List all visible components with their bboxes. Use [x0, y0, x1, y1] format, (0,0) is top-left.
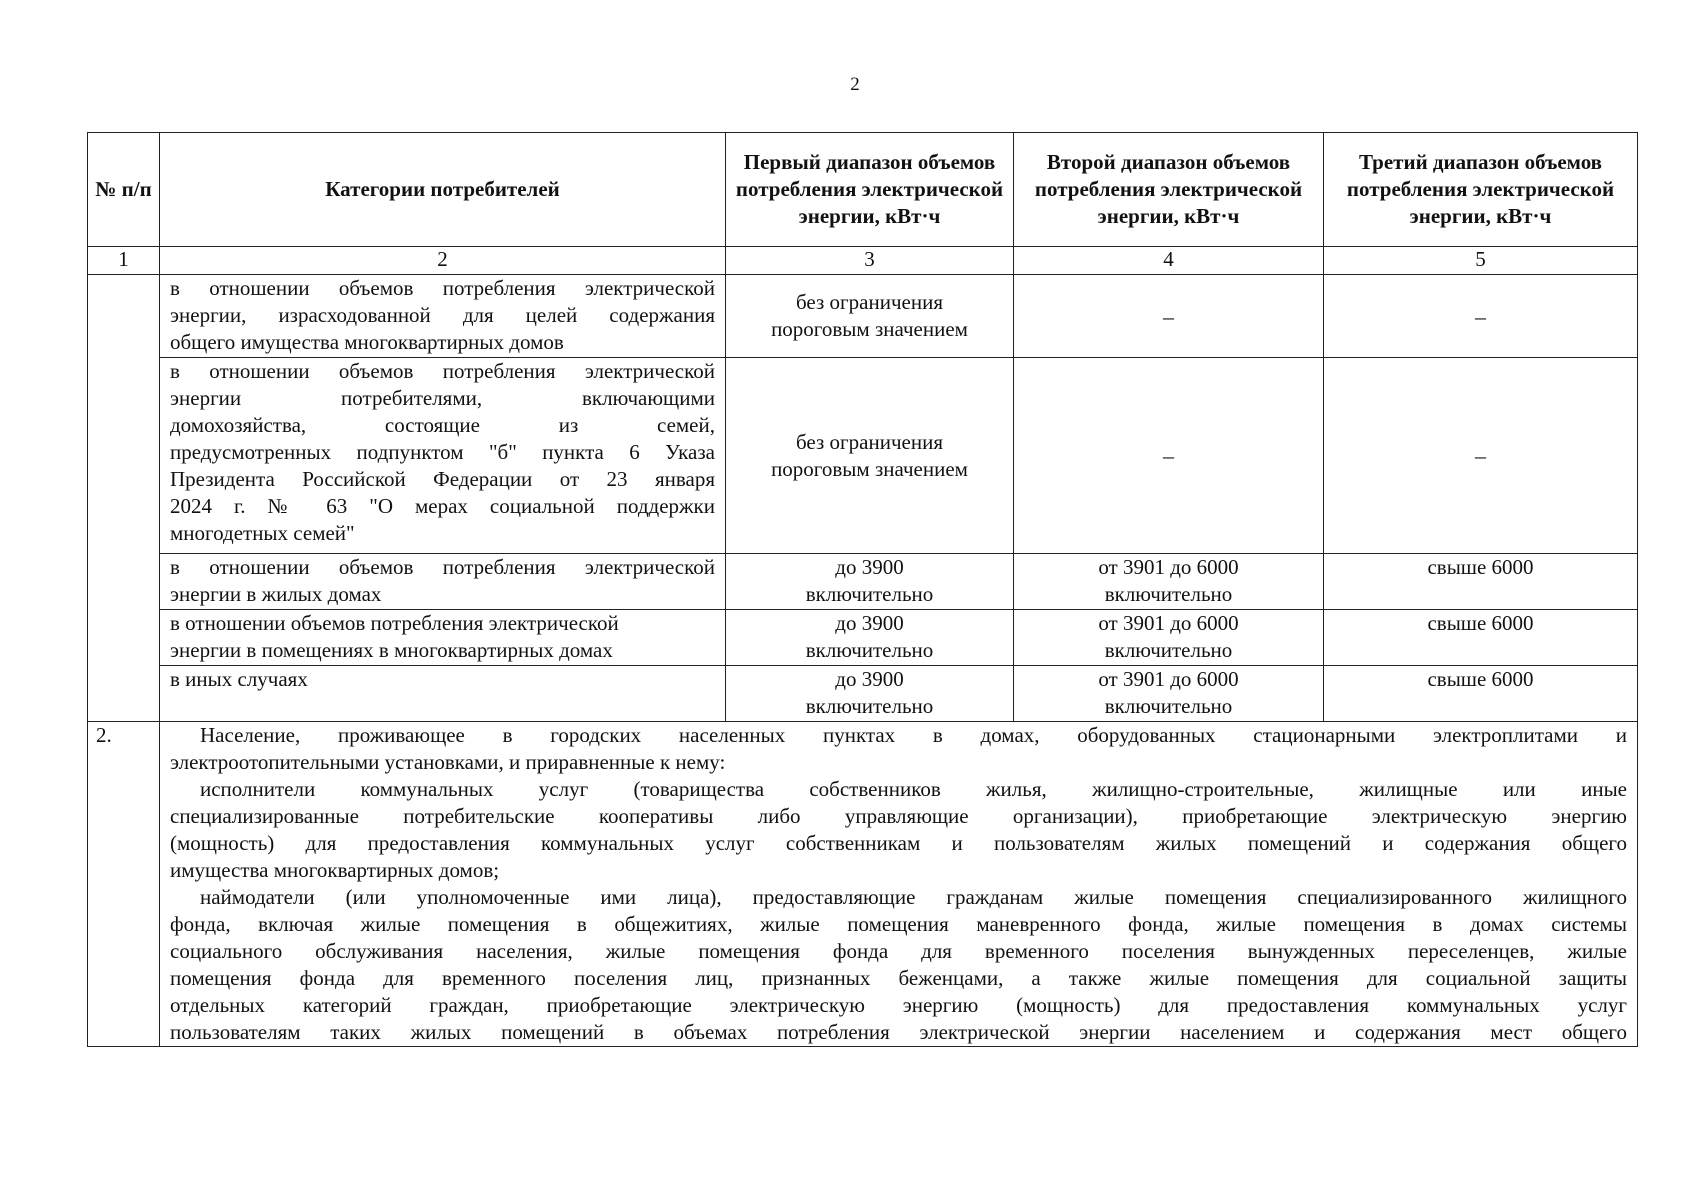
paragraph-line: специализированные потребительские кооперативы либо управляющие организации), приобретающие электрическую энергию	[170, 804, 1627, 828]
second-range-line: включительно	[1104, 582, 1233, 606]
category-cell	[160, 275, 726, 358]
row-number-empty	[88, 275, 160, 722]
category-line: предусмотренных подпунктом "б" пункта 6 Указа	[170, 440, 715, 464]
category-cell	[160, 554, 726, 610]
first-range-line: включительно	[805, 582, 934, 606]
category-line: в отношении объемов потребления электрической	[170, 555, 715, 579]
second-range-line: от 3901 до 6000	[1098, 555, 1239, 579]
page-number: 2	[850, 74, 860, 95]
first-range-line: без ограничения	[796, 429, 943, 454]
tariff-ranges-table	[87, 132, 1638, 1047]
first-range-cell	[726, 610, 1014, 666]
header-first-range: Первый диапазон объемов потребления электрической энергии, кВт·ч	[726, 133, 1014, 247]
first-range-line: пороговым значением	[771, 317, 968, 341]
paragraph-line: отдельных категорий граждан, приобретающие электрическую энергию (мощность) для предоставления коммунальных услуг	[170, 993, 1627, 1017]
paragraph-line: фонда, включая жилые помещения в общежитиях, жилые помещения маневренного фонда, жилые помещения в домах системы	[170, 912, 1627, 936]
table-header-row	[88, 133, 1638, 247]
first-range-line: до 3900	[835, 555, 904, 579]
first-range-line: до 3900	[835, 667, 904, 691]
category-line: в отношении объемов потребления электрической	[170, 276, 715, 300]
section-2-row	[88, 722, 1638, 1047]
category-cell	[160, 666, 726, 722]
first-range-cell	[726, 358, 1014, 554]
column-number: 1	[88, 247, 160, 275]
paragraph-line: социального обслуживания населения, жилые помещения фонда для временного поселения вынужденных переселенцев, жилые	[170, 939, 1627, 963]
category-line: Президента Российской Федерации от 23 января	[170, 467, 715, 491]
column-number-row	[88, 247, 1638, 275]
category-line: многодетных семей"	[170, 521, 355, 545]
category-line: в отношении объемов потребления электрической	[170, 611, 619, 635]
third-range-cell: –	[1324, 275, 1638, 358]
second-range-cell	[1014, 610, 1324, 666]
first-range-cell	[726, 275, 1014, 358]
header-category: Категории потребителей	[160, 133, 726, 247]
paragraph-line: электроотопительными установками, и приравненные к нему:	[170, 750, 726, 774]
category-line: в отношении объемов потребления электрической	[170, 359, 715, 383]
first-range-line: пороговым значением	[771, 456, 968, 481]
third-range-cell: свыше 6000	[1324, 610, 1638, 666]
category-cell	[160, 358, 726, 554]
paragraph-line: наймодатели (или уполномоченные ими лица), предоставляющие гражданам жилые помещения специализированного жилищного	[200, 885, 1627, 909]
column-number: 5	[1324, 247, 1638, 275]
table-row	[88, 358, 1638, 554]
category-line: домохозяйства, состоящие из семей,	[170, 413, 715, 437]
second-range-line: от 3901 до 6000	[1098, 667, 1239, 691]
table-row	[88, 554, 1638, 610]
third-range-cell: свыше 6000	[1324, 666, 1638, 722]
column-number: 4	[1014, 247, 1324, 275]
category-line: энергии в жилых домах	[170, 582, 382, 606]
category-line: энергии в помещениях в многоквартирных домах	[170, 638, 613, 662]
header-second-range: Второй диапазон объемов потребления электрической энергии, кВт·ч	[1014, 133, 1324, 247]
category-line: энергии, израсходованной для целей содержания	[170, 303, 715, 327]
section-number: 2.	[88, 722, 160, 1047]
second-range-cell	[1014, 554, 1324, 610]
first-range-line: включительно	[805, 638, 934, 662]
paragraph-line: исполнители коммунальных услуг (товарищества собственников жилья, жилищно-строительные, жилищные или иные	[200, 777, 1627, 801]
category-line: энергии потребителями, включающими	[170, 386, 715, 410]
header-number: № п/п	[88, 133, 160, 247]
paragraph-line: пользователям таких жилых помещений в объемах потребления электрической энергии населением и содержания мест общего	[170, 1020, 1627, 1044]
table-row	[88, 275, 1638, 358]
paragraph-line: Население, проживающее в городских населенных пунктах в домах, оборудованных стационарными электроплитами и	[200, 723, 1627, 747]
first-range-line: до 3900	[835, 611, 904, 635]
first-range-line: без ограничения	[796, 290, 943, 314]
column-number: 2	[160, 247, 726, 275]
table-row	[88, 610, 1638, 666]
category-cell	[160, 610, 726, 666]
first-range-line: включительно	[805, 694, 934, 718]
header-third-range: Третий диапазон объемов потребления электрической энергии, кВт·ч	[1324, 133, 1638, 247]
paragraph-line: имущества многоквартирных домов;	[170, 858, 500, 882]
first-range-cell	[726, 554, 1014, 610]
table-row	[88, 666, 1638, 722]
section-2-text	[160, 722, 1638, 1047]
category-line: 2024 г. № 63 "О мерах социальной поддержки	[170, 494, 715, 518]
third-range-cell: –	[1324, 358, 1638, 554]
category-line: в иных случаях	[170, 667, 308, 691]
second-range-line: включительно	[1104, 694, 1233, 718]
second-range-line: включительно	[1104, 638, 1233, 662]
second-range-line: от 3901 до 6000	[1098, 611, 1239, 635]
paragraph-line: (мощность) для предоставления коммунальных услуг собственникам и пользователям жилых помещений и содержания общего	[170, 831, 1627, 855]
category-line: общего имущества многоквартирных домов	[170, 330, 564, 354]
paragraph-line: помещения фонда для временного поселения лиц, признанных беженцами, а также жилые помещения для социальной защиты	[170, 966, 1627, 990]
second-range-cell: –	[1014, 358, 1324, 554]
column-number: 3	[726, 247, 1014, 275]
second-range-cell: –	[1014, 275, 1324, 358]
third-range-cell: свыше 6000	[1324, 554, 1638, 610]
second-range-cell	[1014, 666, 1324, 722]
first-range-cell	[726, 666, 1014, 722]
